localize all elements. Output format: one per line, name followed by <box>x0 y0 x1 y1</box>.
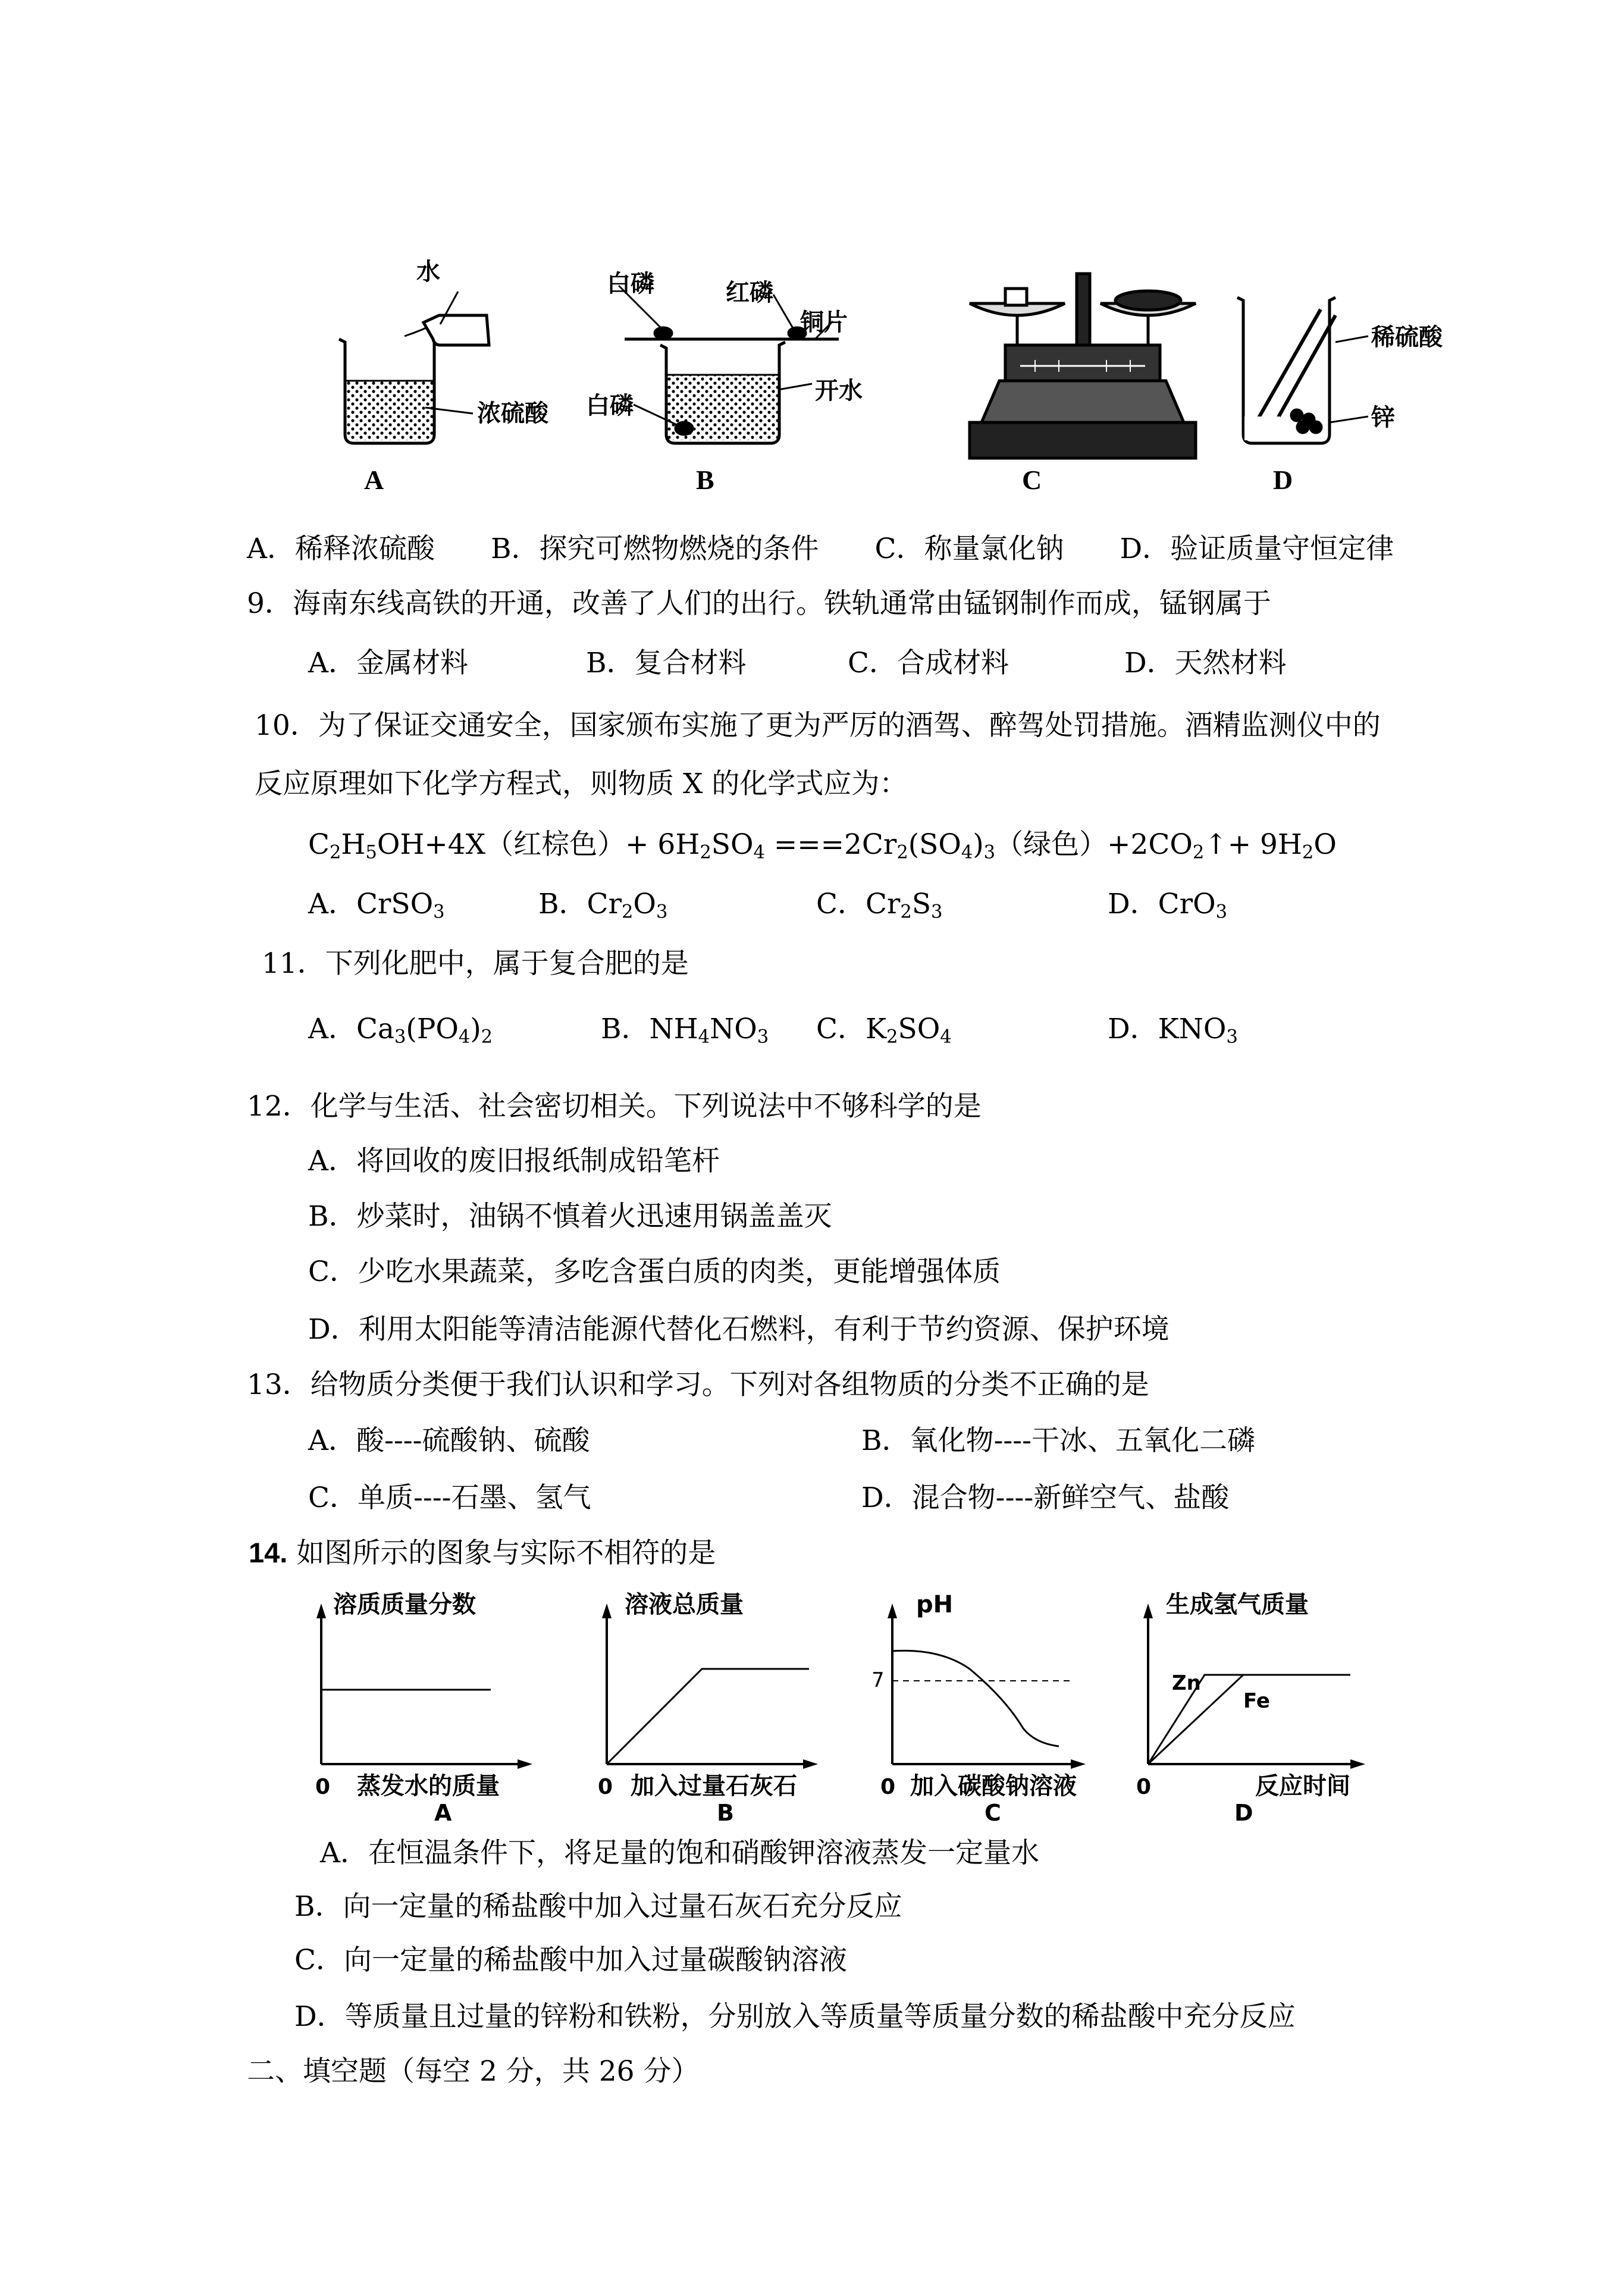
graph-d-label: D <box>1234 1800 1253 1824</box>
q13-option-d: D．混合物----新鲜空气、盐酸 <box>861 1481 1230 1514</box>
graph-d-ylabel: 生成氢气质量 <box>1166 1591 1309 1618</box>
q9-option-a: A．金属材料 <box>308 647 468 679</box>
apparatus-c-balance <box>970 274 1196 458</box>
graph-b-ylabel: 溶液总质量 <box>625 1591 744 1618</box>
graph-d-fe-label: Fe <box>1243 1689 1270 1713</box>
q14-option-b: B．向一定量的稀盐酸中加入过量石灰石充分反应 <box>294 1890 902 1923</box>
graph-d-origin: 0 <box>1136 1775 1152 1799</box>
a-acid-label: 浓硫酸 <box>477 400 548 427</box>
q14-option-d: D．等质量且过量的锌粉和铁粉，分别放入等质量等质量分数的稀盐酸中充分反应 <box>294 2000 1296 2033</box>
graph-a-label: A <box>434 1800 452 1824</box>
b-red-p-label: 红磷 <box>726 279 773 306</box>
graph-b-label: B <box>717 1800 734 1824</box>
q10-stem-line2: 反应原理如下化学方程式，则物质 X 的化学式应为： <box>255 768 908 800</box>
b-copper-label: 铜片 <box>800 309 848 336</box>
q9-option-b: B．复合材料 <box>586 647 747 679</box>
a-water-label: 水 <box>416 258 440 286</box>
q10-option-c: C．$Cr_2S_3$ <box>816 888 943 923</box>
q12-stem: 12．化学与生活、社会密切相关。下列说法中不够科学的是 <box>247 1090 982 1123</box>
q12-option-d: D．利用太阳能等清洁能源代替化石燃料，有利于节约资源、保护环境 <box>308 1313 1170 1346</box>
graph-c-label: C <box>985 1800 1001 1824</box>
apparatus-label-d: D <box>1273 465 1293 495</box>
graph-c-ylabel: pH <box>916 1591 954 1618</box>
q10-option-a: A．CrSO$_3$ <box>308 888 445 923</box>
q14-option-a: A．在恒温条件下，将足量的饱和硝酸钾溶液蒸发一定量水 <box>320 1837 1039 1869</box>
section-2-heading: 二、填空题（每空 2 分，共 26 分） <box>247 2055 700 2088</box>
b-white-p-bottom-label: 白磷 <box>586 392 634 419</box>
q14-option-c: C．向一定量的稀盐酸中加入过量碳酸钠溶液 <box>294 1944 847 1976</box>
q14-graphs <box>291 1586 1392 1824</box>
q11-option-a: A．$Ca_3(PO_4)_2$ <box>308 1013 493 1048</box>
q9-option-c: C．合成材料 <box>848 647 1009 679</box>
q11-stem: 11．下列化肥中，属于复合肥的是 <box>262 947 689 980</box>
graph-c-xlabel: 加入碳酸钠溶液 <box>910 1772 1077 1800</box>
graph-b-origin: 0 <box>598 1775 613 1799</box>
graph-c-origin: 0 <box>880 1775 896 1799</box>
q11-option-b: B．$NH_4NO_3$ <box>601 1013 769 1048</box>
d-acid-label: 稀硫酸 <box>1371 324 1443 351</box>
apparatus-d-mass-conservation <box>1237 297 1368 443</box>
graph-a-origin: 0 <box>315 1775 331 1799</box>
apparatus-label-c: C <box>1022 465 1042 495</box>
q14-number: 14. <box>249 1537 288 1568</box>
d-zinc-label: 锌 <box>1371 404 1395 431</box>
q13-stem: 13．给物质分类便于我们认识和学习。下列对各组物质的分类不正确的是 <box>247 1368 1149 1401</box>
apparatus-a-dilution <box>339 292 489 443</box>
graph-d-xlabel: 反应时间 <box>1255 1772 1350 1800</box>
b-hot-water-label: 开水 <box>815 377 863 405</box>
q10-stem-line1: 10．为了保证交通安全，国家颁布实施了更为严厉的酒驾、醉驾处罚措施。酒精监测仪中的 <box>255 709 1381 742</box>
b-white-p-top-label: 白磷 <box>607 270 654 297</box>
q10-option-d: D．CrO$_3$ <box>1108 888 1228 923</box>
q9-stem: 9．海南东线高铁的开通，改善了人们的出行。铁轨通常由锰钢制作而成，锰钢属于 <box>247 587 1271 620</box>
q12-option-b: B．炒菜时，油锅不慎着火迅速用锅盖盖灭 <box>308 1200 832 1233</box>
q12-option-a: A．将回收的废旧报纸制成铅笔杆 <box>308 1145 720 1177</box>
q10-equation: $C_2H_5OH+4X$（红棕色）+ $6H_2SO_4 ===2Cr_2(SO_4)_3$（绿色）$+2CO_2↑+ 9H_2O$ <box>308 828 1337 863</box>
q13-option-c: C．单质----石墨、氢气 <box>308 1481 591 1514</box>
q9-option-d: D．天然材料 <box>1124 647 1287 679</box>
q10-option-b: B．$Cr_2O_3$ <box>538 888 668 923</box>
graph-d-zn-label: Zn <box>1172 1671 1201 1695</box>
apparatus-label-a: A <box>364 465 384 495</box>
q12-option-c: C．少吃水果蔬菜，多吃含蛋白质的肉类，更能增强体质 <box>308 1255 1001 1288</box>
q13-option-b: B．氧化物----干冰、五氧化二磷 <box>861 1424 1256 1457</box>
graph-a-ylabel: 溶质质量分数 <box>333 1591 476 1618</box>
q14-stem: 14. 如图所示的图象与实际不相符的是 <box>249 1537 716 1570</box>
q11-option-d: D．$KNO_3$ <box>1108 1013 1238 1048</box>
graph-b-xlabel: 加入过量石灰石 <box>631 1772 797 1800</box>
graph-c-mark: 7 <box>871 1668 885 1692</box>
graph-a-xlabel: 蒸发水的质量 <box>357 1772 500 1800</box>
q11-option-c: C．$K_2SO_4$ <box>816 1013 952 1048</box>
q8-apparatus-figure <box>321 256 1475 470</box>
apparatus-label-b: B <box>696 465 714 495</box>
q8-options: A．稀释浓硫酸 B．探究可燃物燃烧的条件 C．称量氯化钠 D．验证质量守恒定律 <box>247 533 1394 565</box>
q13-option-a: A．酸----硫酸钠、硫酸 <box>308 1424 590 1457</box>
